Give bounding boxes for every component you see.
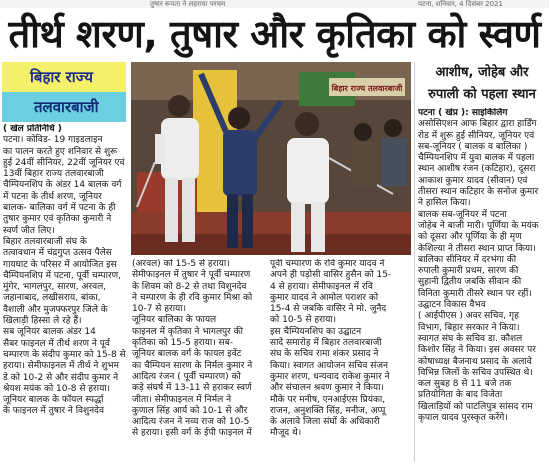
article-line: से हराया। इसी वर्ग के ईपी फाइनल में	[132, 428, 252, 439]
article-line: का चैम्पियन सारण के निर्मल कुमार ने	[132, 360, 253, 371]
article-line: स्वागत संघ के सचिव डा. कौशल	[418, 333, 523, 344]
article-line: फाइनल में कृतिका ने भागलपुर की	[132, 326, 243, 337]
banner-text: बिहार राज्य तलवारबाजी	[331, 84, 403, 93]
article-line: बालक- बालिका वर्ग में पटना के ही	[3, 203, 116, 214]
article-column-2	[132, 259, 264, 465]
section-tag	[2, 62, 126, 92]
article-line: 15-4 से जबकि वासिर ने मो. जुनैद	[270, 304, 387, 315]
article-line: कुणाल सिंह आर्य को 10-1 से और	[132, 405, 248, 416]
category-tag	[2, 92, 126, 122]
article-line: का पालन करते हुए शनिवार से शुरू	[3, 146, 118, 157]
section-tag-label: बिहार राज्य	[30, 68, 93, 86]
photo-illustration	[131, 62, 411, 255]
article-line: खिलाड़ियों को पाटलिपुत्र सांसद राम	[418, 401, 533, 412]
article-line: कड़े संघर्ष में 13-11 से हराकर स्वर्ण	[132, 383, 252, 394]
side-article-headline: आशीष, जोहेब और रुपाली को पहला स्थान	[428, 65, 536, 102]
article-line: चम्पारण के संदीप कुमार को 15-8 से	[3, 349, 126, 360]
side-article-dateline: पटना ( खेप्र ): साइकिलिंग	[418, 108, 508, 118]
side-article-body	[418, 108, 548, 465]
article-column-1	[3, 124, 129, 465]
article-line: श्रेयश मयंक को 10-8 से हराया।	[3, 383, 111, 394]
article-line: विभिन्न जिलों के सचिव उपस्थित थे।	[418, 367, 533, 378]
article-line: रोड में शुरू हुई सीनियर, जूनियर एवं	[418, 130, 535, 141]
article-line: चैम्पियनशिप में पटना, पूर्वी चम्पारण,	[3, 270, 121, 281]
article-line: सब-जूनियर ( बालक व बालिका )	[418, 141, 528, 152]
article-line: सब जूनियर बालक अंडर 14	[3, 327, 96, 338]
article-line: रुपाली कुमारी प्रथम, सारण की	[418, 266, 519, 277]
article-line: विभाग, बिहार सरकार ने किया।	[418, 322, 520, 333]
article-byline: ( खेल प्रतिनिधि )	[3, 124, 62, 134]
article-line: ने चम्पारण के ही रवि कुमार मिश्रा को	[132, 292, 253, 303]
article-line: के शिवम को 8-2 से तथा विशुनदेव	[132, 281, 247, 292]
fencing-winners-photo	[131, 62, 411, 255]
article-line: कुमार यादव ने आमोल पराशर को	[270, 292, 379, 303]
article-line: चैम्पियनशिप में युवा बालक में पहला	[418, 153, 535, 164]
article-line: आदित्य रंजन ( पूर्वी चम्पारण) को	[132, 371, 241, 382]
article-line: के फाइनल में तुषार ने विशुनदेव	[3, 406, 104, 417]
article-line: राजन, अनुशक्ति सिंह, मनीज, अप्पू	[270, 405, 386, 416]
article-line: सेमीफाइनल में तुषार ने पूर्वी चम्पारण	[132, 270, 251, 281]
article-line: कोषाध्यक्ष बैजनाथ प्रसाद के अलावे	[418, 356, 532, 367]
article-line: खिलाड़ी हिस्सा ले रहे हैं।	[3, 316, 82, 327]
article-line: किशोर सिंह ने किया। इस अवसर पर	[418, 345, 536, 356]
article-line: अपने ही पड़ोसी वासिर हुसैन को 15-	[270, 270, 392, 281]
article-line: मौके पर मनीष, एनआईएस प्रियंका,	[270, 394, 386, 405]
article-line: स्वर्ण जीत लिए।	[3, 225, 55, 236]
top-strip-dateline: पटना, शनिवार, 4 दिसंबर 2021	[418, 0, 503, 8]
article-line: जीता। सेमीफाइनल में निर्मल ने	[132, 394, 232, 405]
article-line: के अलावे जिला संघों के अधिकारी	[270, 417, 380, 428]
article-line: 4 से हराया। सेमीफाइनल में रवि	[270, 281, 373, 292]
article-line: कृपाल यादव पुरस्कृत करेंगे।	[418, 413, 508, 424]
article-line: मुंगेर, भागलपुर, सारण, अरवल,	[3, 282, 107, 293]
category-tag-label: तलवारबाजी	[34, 98, 99, 116]
article-line: बालिका सीनियर में दरभंगा की	[418, 254, 517, 265]
article-line: सुहानी द्वितीय जबकि सीवान की	[418, 277, 522, 288]
article-line: बालक सब-जूनियर में पटना	[418, 209, 507, 220]
article-line: उद्घाटन विकास वैभव	[418, 300, 486, 311]
article-line: में पटना के तीर्थ शरण, जूनियर	[3, 191, 102, 202]
article-line: 10-7 से हराया।	[132, 304, 186, 315]
article-line: जूनियर बालक के फॉयल स्पर्द्धा	[3, 395, 104, 406]
article-line: केशिल्या ने तीसरा स्थान प्राप्त किया।	[418, 243, 536, 254]
article-line: जहानाबाद, लखीसराय, बांका,	[3, 293, 101, 304]
article-line: ने हासिल किया।	[418, 198, 471, 209]
article-line: कल सुबह 8 से 11 बजे तक	[418, 379, 512, 390]
article-line: पूर्वी चम्पारण के रवि कुमार यादव ने	[270, 259, 385, 269]
article-line: कृतिका को 15-5 हराया। सब-	[132, 338, 233, 349]
article-line: पटना। कोविड- 19 गाइडलाइन	[3, 135, 103, 146]
article-line: आदित्य रंजन ने नव्य राज को 10-5	[132, 417, 250, 428]
article-line: जोहेब ने बाजी मारी। पूर्णिया के मयंक	[418, 220, 539, 231]
article-line: 13वीं बिहार राज्य तलवारबाजी	[3, 169, 104, 180]
article-line: कुमार शरण, धन्यवाद राकेश कुमार ने	[270, 371, 390, 382]
article-line: चैम्पियनशिप के अंडर 14 बालक वर्ग	[3, 180, 122, 191]
article-line: को दूसरा और पूर्णिया के ही मृण	[418, 232, 522, 243]
newspaper-top-strip	[0, 0, 549, 8]
main-headline: तीर्थ शरण, तुषार और कृतिका को स्वर्ण	[8, 12, 541, 56]
article-line: को 10-5 से हराया।	[270, 315, 337, 326]
article-line: गायघाट के परिसर में आयोजित इस	[3, 259, 117, 270]
article-line: ( आईपीएस ) अवर सचिव, गृह	[418, 311, 519, 322]
article-line: आकाश कुमार यादव (सीवान) एवं	[418, 175, 528, 186]
article-line: जूनियर बालिका के फायल	[132, 315, 217, 326]
article-line: (अरवल) को 15-5 से हराया।	[132, 259, 230, 269]
article-line: हराया। सेमीफाइनल में तीर्थ ने शुभम	[3, 361, 120, 372]
article-line: प्रतियोगिता के बाद विजेता	[418, 390, 503, 401]
article-line: बिहार तलवारबाजी संघ के	[3, 236, 87, 247]
article-line: तुषार कुमार एवं कृतिका कुमारी ने	[3, 214, 112, 225]
article-line: स्थान आशीष रंजन (कटिहार), दूसरा	[418, 164, 536, 175]
article-line: मौजूद थे।	[270, 428, 302, 439]
article-line: असोसिएशन आफ बिहार द्वारा हार्डिंग	[418, 119, 537, 130]
article-line: किया। स्वागत आयोजन सचिव संजन	[270, 360, 388, 371]
article-line: डे को 10-2 से और संदीप कुमार ने	[3, 372, 119, 383]
article-line: विनिता कुमारी तीसरे स्थान पर रहीं।	[418, 288, 532, 299]
article-line: सैबर फाइनल में तीर्थ शरण ने पूर्व	[3, 338, 110, 349]
column-divider	[414, 62, 415, 462]
article-line: तीसरा स्थान कटिहार के सनोज कुमार	[418, 187, 539, 198]
article-line: जूनियर बालक वर्ग के फायल इवेंट	[132, 349, 242, 360]
article-line: हुई 24वीं सीनियर, 22वीं जूनियर एवं	[3, 157, 125, 168]
article-line: सादे समारोह में बिहार तलवारबाजी	[270, 338, 382, 349]
top-strip-left-text: तुषार रूपता ने लहराया परचम	[150, 0, 226, 8]
article-column-3	[270, 259, 408, 465]
article-line: और संचालन श्रवण कुमार ने किया।	[270, 383, 384, 394]
article-line: तत्वावधान में चंद्रगुप्त उत्सव पैलेस	[3, 248, 112, 259]
article-line: इस चैम्पियनशिप का उद्घाटन	[270, 326, 362, 337]
article-line: वैशाली और मुजफ्फरपुर जिले के	[3, 304, 108, 315]
article-line: संघ के सचिव रामा शंकर प्रसाद ने	[270, 349, 379, 360]
